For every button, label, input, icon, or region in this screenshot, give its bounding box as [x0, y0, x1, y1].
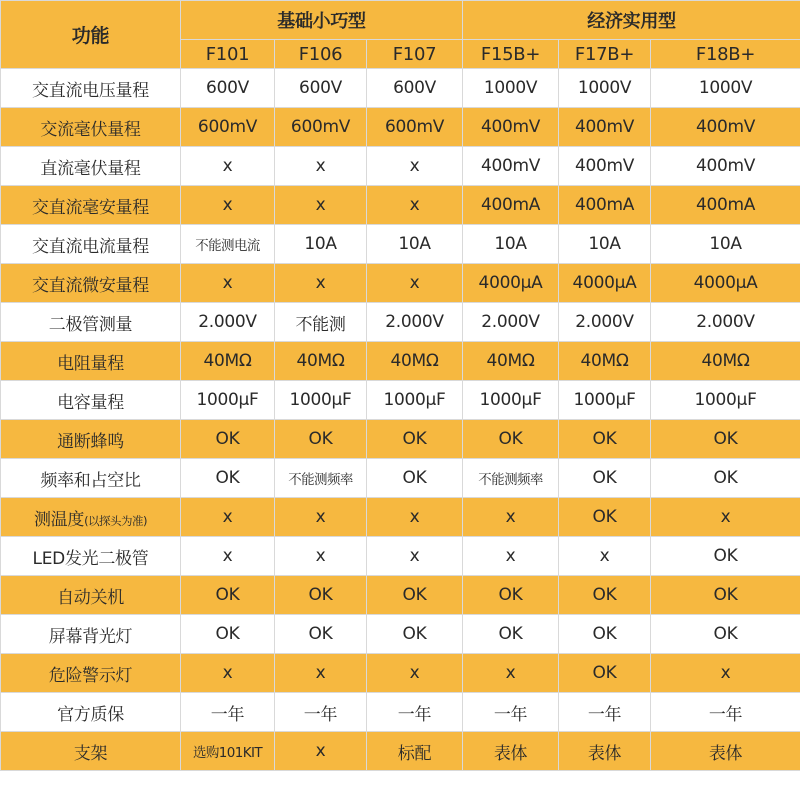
spec-cell: 一年 — [651, 693, 800, 732]
spec-cell: 4000µA — [651, 264, 800, 303]
spec-cell: x — [275, 264, 367, 303]
feature-text: LED发光二极管 — [32, 548, 149, 569]
spec-cell: OK — [181, 420, 275, 459]
table-row — [1, 225, 800, 264]
feature-label — [1, 732, 181, 771]
spec-cell: 40MΩ — [367, 342, 463, 381]
spec-cell: 4000µA — [559, 264, 651, 303]
spec-cell: 10A — [463, 225, 559, 264]
spec-cell: 4000µA — [463, 264, 559, 303]
table-row — [1, 615, 800, 654]
spec-cell: OK — [367, 576, 463, 615]
spec-cell: x — [275, 498, 367, 537]
feature-label — [1, 693, 181, 732]
spec-cell: 40MΩ — [181, 342, 275, 381]
group-economic-practical: 经济实用型 — [463, 1, 800, 40]
feature-text: 交直流电流量程 — [32, 236, 149, 257]
spec-cell: 表体 — [651, 732, 800, 771]
spec-cell: 表体 — [463, 732, 559, 771]
spec-cell: 不能测频率 — [463, 459, 559, 498]
spec-cell: OK — [463, 615, 559, 654]
spec-cell: x — [463, 654, 559, 693]
spec-cell: x — [181, 186, 275, 225]
function-header: 功能 — [1, 1, 181, 69]
spec-cell: 600mV — [181, 108, 275, 147]
spec-cell: 400mV — [559, 147, 651, 186]
spec-cell: 1000µF — [181, 381, 275, 420]
spec-cell: x — [181, 264, 275, 303]
group-header-row — [1, 1, 800, 40]
model-f17b: F17B+ — [559, 40, 651, 69]
spec-cell: OK — [463, 420, 559, 459]
spec-cell: 选购101KIT — [181, 732, 275, 771]
spec-cell: 一年 — [367, 693, 463, 732]
spec-cell: 标配 — [367, 732, 463, 771]
spec-cell: 600mV — [275, 108, 367, 147]
feature-text: 交流毫伏量程 — [40, 119, 141, 140]
spec-cell: 1000V — [651, 69, 800, 108]
spec-cell: OK — [275, 420, 367, 459]
spec-cell: 1000µF — [559, 381, 651, 420]
spec-cell: OK — [651, 459, 800, 498]
spec-cell: x — [367, 537, 463, 576]
feature-text: 支架 — [73, 743, 108, 764]
feature-label — [1, 69, 181, 108]
feature-label — [1, 303, 181, 342]
spec-cell: OK — [181, 576, 275, 615]
spec-cell: x — [275, 186, 367, 225]
spec-cell: OK — [651, 576, 800, 615]
table-row — [1, 420, 800, 459]
feature-label — [1, 108, 181, 147]
feature-text: 二极管测量 — [48, 314, 133, 335]
spec-cell: 10A — [559, 225, 651, 264]
spec-cell: 1000µF — [463, 381, 559, 420]
feature-text: 屏幕背光灯 — [48, 626, 133, 647]
feature-text: 电容量程 — [57, 392, 124, 413]
feature-text: 官方质保 — [57, 704, 124, 725]
spec-cell: OK — [463, 576, 559, 615]
feature-label — [1, 186, 181, 225]
spec-cell: 10A — [651, 225, 800, 264]
feature-text: 电阻量程 — [57, 353, 124, 374]
spec-cell: 不能测频率 — [275, 459, 367, 498]
spec-cell: 不能测 — [275, 303, 367, 342]
spec-cell: x — [181, 654, 275, 693]
spec-cell: x — [275, 537, 367, 576]
table-row — [1, 693, 800, 732]
model-f106: F106 — [275, 40, 367, 69]
spec-cell: 600mV — [367, 108, 463, 147]
spec-cell: 600V — [367, 69, 463, 108]
table-row — [1, 459, 800, 498]
feature-text: 直流毫伏量程 — [40, 158, 141, 179]
spec-cell: x — [275, 732, 367, 771]
spec-cell: OK — [367, 459, 463, 498]
table-row — [1, 732, 800, 771]
spec-cell: OK — [181, 615, 275, 654]
spec-cell: OK — [559, 498, 651, 537]
table-row — [1, 147, 800, 186]
spec-cell: OK — [651, 615, 800, 654]
feature-label — [1, 615, 181, 654]
feature-note: (以探头为准) — [84, 513, 148, 528]
spec-cell: x — [367, 264, 463, 303]
table-row — [1, 576, 800, 615]
spec-cell: x — [559, 537, 651, 576]
spec-cell: x — [181, 498, 275, 537]
feature-text: 交直流微安量程 — [32, 275, 149, 296]
spec-cell: 400mV — [559, 108, 651, 147]
spec-cell: OK — [651, 537, 800, 576]
spec-cell: 400mV — [651, 108, 800, 147]
feature-text: 交直流电压量程 — [32, 80, 149, 101]
spec-cell: OK — [367, 420, 463, 459]
spec-cell: 400mA — [651, 186, 800, 225]
table-row — [1, 654, 800, 693]
spec-cell: 400mV — [463, 147, 559, 186]
spec-cell: 400mV — [651, 147, 800, 186]
spec-cell: 10A — [275, 225, 367, 264]
feature-text: 频率和占空比 — [40, 470, 141, 491]
spec-cell: 2.000V — [651, 303, 800, 342]
feature-label — [1, 459, 181, 498]
table-row — [1, 264, 800, 303]
spec-cell: x — [463, 498, 559, 537]
spec-cell: x — [181, 537, 275, 576]
spec-cell: 一年 — [463, 693, 559, 732]
spec-cell: x — [181, 147, 275, 186]
spec-table-body — [1, 69, 800, 771]
spec-cell: OK — [559, 420, 651, 459]
feature-text: 测温度 — [33, 509, 85, 530]
feature-label — [1, 264, 181, 303]
group-basic-compact: 基础小巧型 — [181, 1, 463, 40]
table-row — [1, 342, 800, 381]
spec-cell: 1000µF — [651, 381, 800, 420]
spec-cell: OK — [181, 459, 275, 498]
model-f101: F101 — [181, 40, 275, 69]
feature-text: 自动关机 — [57, 587, 124, 608]
spec-cell: x — [367, 147, 463, 186]
spec-cell: OK — [559, 576, 651, 615]
spec-cell: 一年 — [275, 693, 367, 732]
spec-cell: OK — [559, 459, 651, 498]
model-f107: F107 — [367, 40, 463, 69]
spec-cell: 2.000V — [181, 303, 275, 342]
spec-cell: 40MΩ — [651, 342, 800, 381]
feature-label — [1, 147, 181, 186]
spec-cell: x — [275, 147, 367, 186]
spec-cell: 2.000V — [367, 303, 463, 342]
spec-cell: x — [463, 537, 559, 576]
spec-cell: 40MΩ — [559, 342, 651, 381]
feature-text: 通断蜂鸣 — [57, 431, 124, 452]
spec-cell: 40MΩ — [275, 342, 367, 381]
feature-label — [1, 537, 181, 576]
spec-cell: 600V — [181, 69, 275, 108]
table-row — [1, 69, 800, 108]
spec-cell: 一年 — [559, 693, 651, 732]
spec-cell: 400mV — [463, 108, 559, 147]
spec-cell: 2.000V — [463, 303, 559, 342]
table-row — [1, 498, 800, 537]
spec-cell: OK — [559, 615, 651, 654]
feature-label — [1, 576, 181, 615]
table-row — [1, 303, 800, 342]
spec-cell: 600V — [275, 69, 367, 108]
spec-cell: x — [651, 654, 800, 693]
spec-cell: OK — [651, 420, 800, 459]
spec-cell: OK — [275, 615, 367, 654]
feature-label — [1, 225, 181, 264]
feature-label — [1, 654, 181, 693]
feature-text: 危险警示灯 — [48, 665, 133, 686]
spec-cell: 1000µF — [275, 381, 367, 420]
feature-label — [1, 420, 181, 459]
model-f18b: F18B+ — [651, 40, 800, 69]
spec-cell: 2.000V — [559, 303, 651, 342]
spec-cell: 400mA — [559, 186, 651, 225]
spec-cell: OK — [367, 615, 463, 654]
spec-cell: x — [367, 186, 463, 225]
table-row — [1, 186, 800, 225]
table-row — [1, 108, 800, 147]
table-row — [1, 537, 800, 576]
feature-label — [1, 498, 181, 537]
spec-cell: x — [367, 654, 463, 693]
spec-cell: 表体 — [559, 732, 651, 771]
table-row — [1, 381, 800, 420]
spec-cell: OK — [275, 576, 367, 615]
spec-cell: 10A — [367, 225, 463, 264]
spec-cell: 1000V — [463, 69, 559, 108]
spec-cell: x — [367, 498, 463, 537]
spec-cell: 40MΩ — [463, 342, 559, 381]
spec-cell: 400mA — [463, 186, 559, 225]
spec-cell: OK — [559, 654, 651, 693]
spec-cell: x — [651, 498, 800, 537]
feature-label — [1, 342, 181, 381]
feature-text: 交直流毫安量程 — [32, 197, 149, 218]
spec-cell: 一年 — [181, 693, 275, 732]
spec-cell: 1000µF — [367, 381, 463, 420]
feature-label — [1, 381, 181, 420]
model-f15b: F15B+ — [463, 40, 559, 69]
spec-cell: x — [275, 654, 367, 693]
spec-cell: 1000V — [559, 69, 651, 108]
spec-cell: 不能测电流 — [181, 225, 275, 264]
